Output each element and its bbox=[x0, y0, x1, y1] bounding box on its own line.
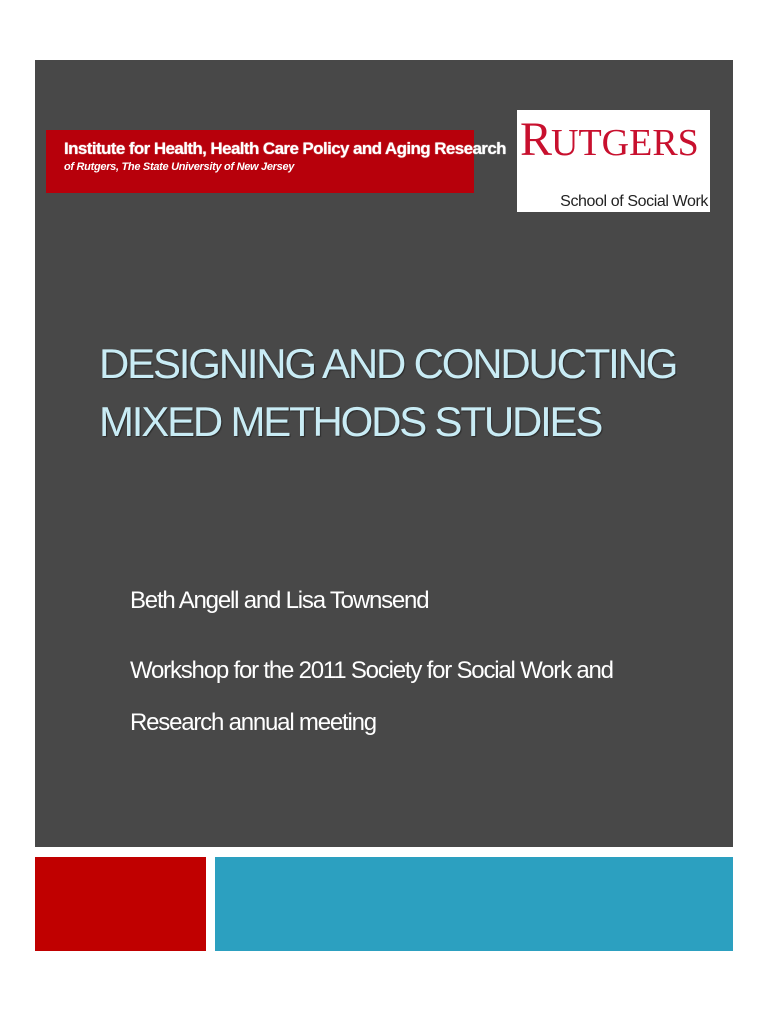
slide-title bbox=[99, 335, 719, 451]
rutgers-school-name: School of Social Work bbox=[560, 193, 708, 210]
footer-bar-red bbox=[35, 857, 206, 951]
slide-title-line2: MIXED METHODS STUDIES bbox=[99, 398, 602, 445]
footer-bar-blue bbox=[215, 857, 733, 951]
workshop-line1: Workshop for the 2011 Society for Social Work and bbox=[130, 657, 613, 684]
institute-banner-logo bbox=[46, 130, 506, 193]
institute-name: Institute for Health, Health Care Policy and Aging Research bbox=[64, 139, 506, 158]
rutgers-wordmark bbox=[520, 112, 699, 171]
authors: Beth Angell and Lisa Townsend bbox=[130, 587, 429, 614]
rutgers-initial: R bbox=[520, 113, 552, 166]
rutgers-logo bbox=[517, 110, 710, 212]
workshop-line2: Research annual meeting bbox=[130, 709, 376, 736]
rutgers-rest: UTGERS bbox=[551, 122, 699, 164]
slide-title-line1: DESIGNING AND CONDUCTING bbox=[99, 340, 677, 387]
slide bbox=[35, 60, 733, 847]
institute-affiliation: of Rutgers, The State University of New Jersey bbox=[64, 161, 295, 173]
workshop-description bbox=[130, 645, 710, 749]
